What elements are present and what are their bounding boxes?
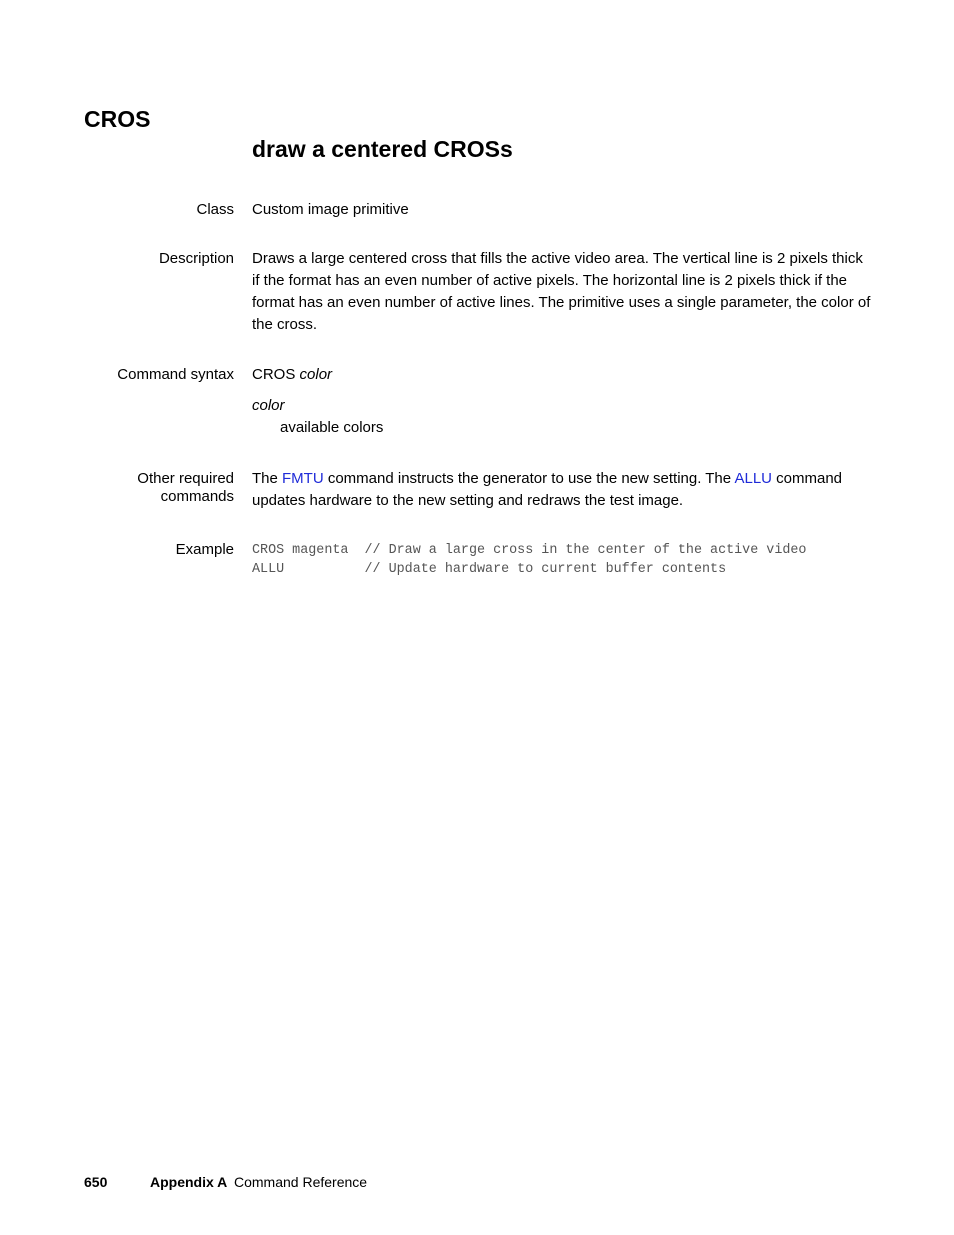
- syntax-label: Command syntax: [117, 366, 234, 383]
- other-required-text-middle: command instructs the generator to use the new setting. The: [323, 470, 735, 487]
- example-label: Example: [175, 541, 234, 558]
- other-required-label-line1: Other required: [137, 470, 234, 487]
- other-required-text: [252, 468, 874, 512]
- syntax-param: color: [299, 366, 333, 383]
- other-required-label: [74, 470, 234, 506]
- other-required-text-before: The: [252, 470, 283, 487]
- param-description: available colors: [280, 419, 384, 436]
- other-required-label-line2: commands: [160, 488, 234, 505]
- param-name: color: [252, 397, 285, 414]
- fmtu-link[interactable]: FMTU: [282, 470, 324, 487]
- footer-section: Command Reference: [234, 1174, 368, 1190]
- command-name: CROS: [84, 106, 151, 132]
- syntax-line: [252, 364, 874, 386]
- syntax-command: CROS: [252, 366, 296, 383]
- allu-link[interactable]: ALLU: [734, 470, 772, 487]
- description-label: Description: [158, 250, 234, 267]
- footer-appendix: Appendix A: [150, 1174, 228, 1190]
- example-code-line-2: ALLU // Update hardware to current buffer contents: [252, 562, 727, 577]
- page-number: 650: [84, 1174, 108, 1190]
- class-label: Class: [196, 201, 234, 218]
- command-title: draw a centered CROSs: [252, 136, 513, 162]
- class-value: Custom image primitive: [252, 201, 409, 218]
- example-code-line-1: CROS magenta // Draw a large cross in the center of the active video: [252, 543, 807, 558]
- other-required-text-after: command updates hardware to the new setting and redraws the test image.: [252, 470, 843, 509]
- description-text: Draws a large centered cross that fills the active video area. The vertical line is 2 pixels thick if the format has an even number of active pixels. The horizontal line is 2 pixels thick if the format has an even number of active lines. The primitive uses a single parameter, the color of the cross.: [252, 250, 871, 333]
